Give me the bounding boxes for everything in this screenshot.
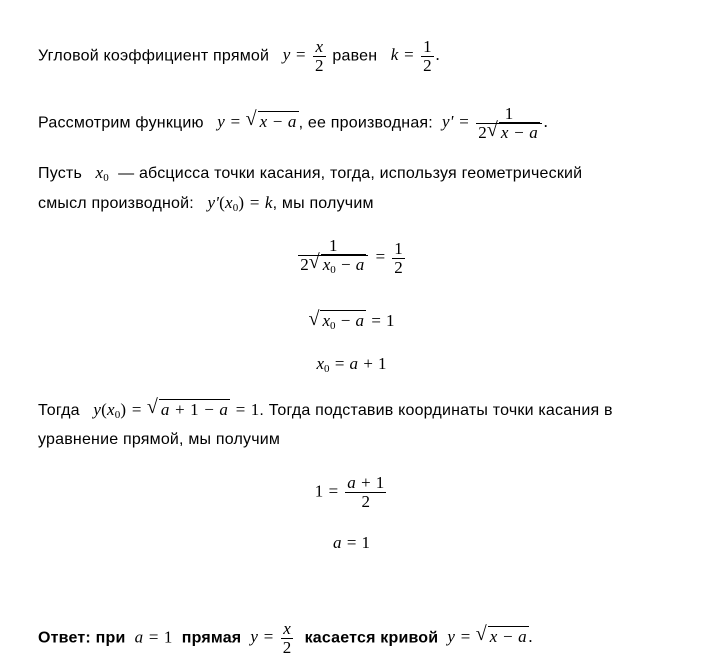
equation-5: a = 1	[333, 533, 370, 552]
paragraph-tangent	[38, 163, 582, 188]
answer-value: a = 1	[130, 627, 173, 647]
paragraph-slope	[38, 38, 440, 75]
derivative-formula: y' = $\frac{1}{2√ x - a}$ .	[438, 112, 549, 131]
paragraph-then	[38, 400, 613, 425]
answer-line	[38, 620, 533, 657]
x0-symbol: $x_0$	[86, 163, 109, 184]
paragraph-tangent-2	[38, 193, 374, 218]
meaning-text: смысл производной:	[38, 195, 194, 212]
derivative-text: , ее производная:	[298, 114, 433, 132]
let-text: Пусть	[38, 165, 82, 182]
function-text: Рассмотрим функцию	[38, 114, 204, 132]
equation-2: √ $x_0 - a = 1$	[0, 311, 703, 332]
function-formula: y = √ x − a	[208, 112, 298, 131]
equation-4: 1 = $\frac{a + 1}{2}$	[314, 473, 385, 511]
paragraph-function	[38, 105, 548, 142]
line-equation-text: уравнение прямой, мы получим	[38, 431, 281, 448]
derivative-condition: $y'(x_0) = k$	[198, 193, 273, 214]
answer-touches: касается кривой	[304, 629, 439, 647]
slope-value: k = $\frac{1}{2}$ .	[381, 37, 441, 75]
equation-1: $\frac{1}{2√ x_0 - a}$ = $\frac{1}{2}$	[0, 237, 703, 279]
answer-when: при	[95, 629, 126, 647]
then-text: Тогда	[38, 402, 80, 419]
obtain-text: , мы получим	[272, 195, 374, 212]
tangent-text: — абсцисса точки касания, тогда, используя геометрический	[118, 165, 583, 182]
slope-text: Угловой коэффициент прямой	[38, 47, 270, 65]
substitute-text: . Тогда подставив координаты точки касания в	[259, 402, 613, 419]
value-at-x0: $y(x_0)$ = √ a + 1 − a = 1	[84, 400, 259, 419]
equation-3: $x_0 = a + 1$	[316, 354, 387, 375]
paragraph-then-2	[38, 430, 280, 450]
line-equation: y = $\frac{x}{2}$	[273, 37, 324, 75]
answer-label: Ответ:	[38, 629, 91, 647]
answer-line-eq: y = $\frac{x}{2}$	[245, 619, 292, 657]
equals-text: равен	[332, 47, 378, 65]
answer-line-word: прямая	[181, 629, 242, 647]
answer-curve: y = √ x − a .	[443, 627, 533, 646]
